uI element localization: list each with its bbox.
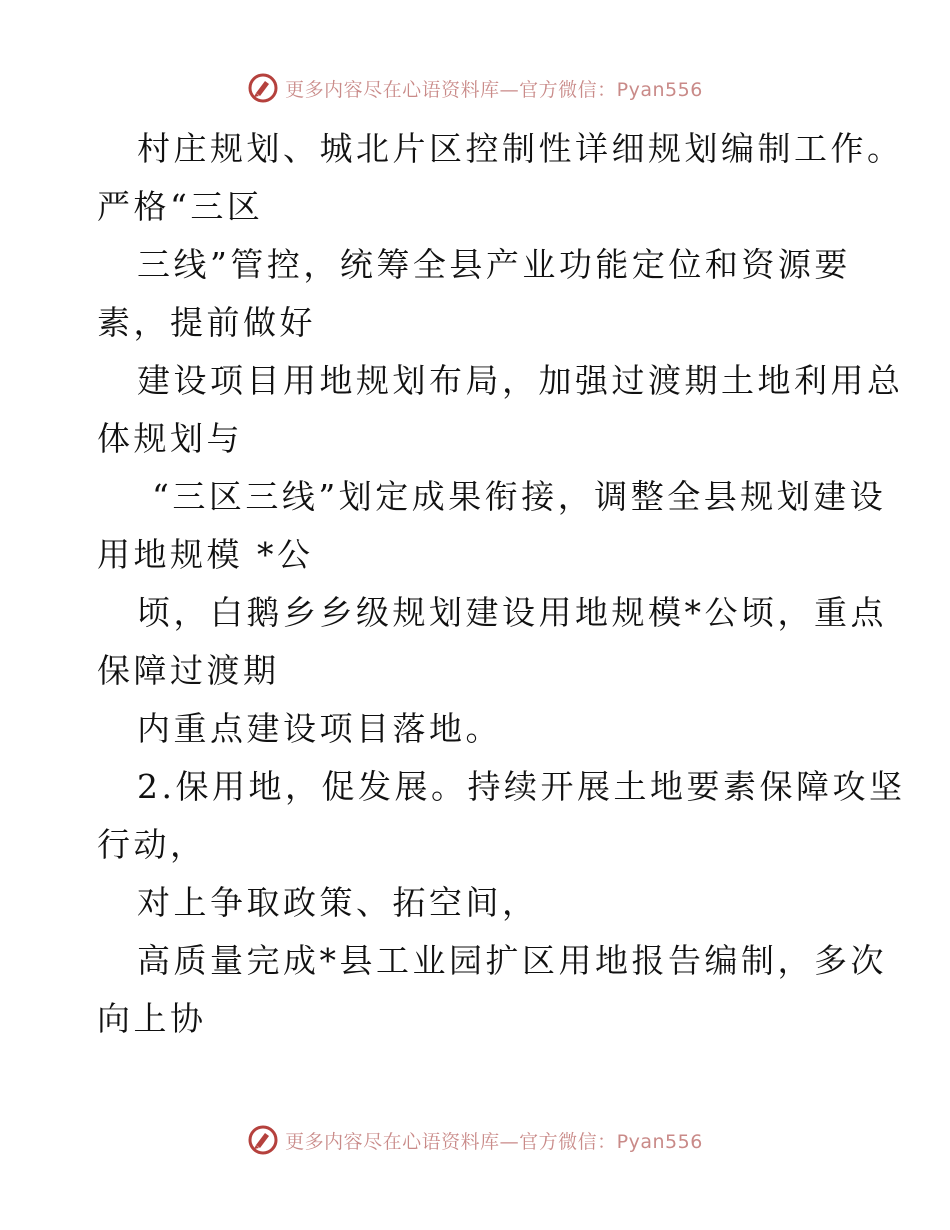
document-body	[97, 120, 906, 1048]
watermark-text: 更多内容尽在心语资料库—官方微信：Pyan556	[285, 1130, 703, 1153]
watermark-wechat-id: Pyan556	[616, 1130, 703, 1153]
paragraph-line: 内重点建设项目落地。	[137, 709, 502, 748]
paragraph-line: 行动，	[97, 825, 207, 864]
library-logo-icon	[247, 72, 279, 104]
paragraph-line: 保障过渡期	[97, 651, 280, 690]
paragraph-line: 顷，白鹅乡乡级规划建设用地规模*公顷，重点	[137, 593, 887, 632]
paragraph-line: 三线”管控，统筹全县产业功能定位和资源要	[137, 245, 851, 284]
paragraph-line: 体规划与	[97, 419, 243, 458]
paragraph-line: “三区三线”划定成果衔接，调整全县规划建设	[152, 477, 887, 516]
paragraph-line: 2.保用地，促发展。持续开展土地要素保障攻坚	[137, 767, 906, 806]
paragraph-line: 高质量完成*县工业园扩区用地报告编制，多次	[137, 941, 887, 980]
watermark-wechat-id: Pyan556	[616, 78, 703, 101]
paragraph-line: 向上协	[97, 999, 207, 1038]
header-watermark	[0, 72, 950, 104]
paragraph-line: 素，提前做好	[97, 303, 316, 342]
paragraph-line: 严格“三区	[97, 187, 264, 226]
paragraph-line: 建设项目用地规划布局，加强过渡期土地利用总	[137, 361, 904, 400]
watermark-text: 更多内容尽在心语资料库—官方微信：Pyan556	[285, 78, 703, 101]
footer-watermark	[0, 1124, 950, 1156]
paragraph-line: 用地规模 *公	[97, 535, 314, 574]
paragraph-line: 对上争取政策、拓空间，	[137, 883, 539, 922]
library-logo-icon	[247, 1124, 279, 1156]
paragraph-line: 村庄规划、城北片区控制性详细规划编制工作。	[137, 129, 904, 168]
